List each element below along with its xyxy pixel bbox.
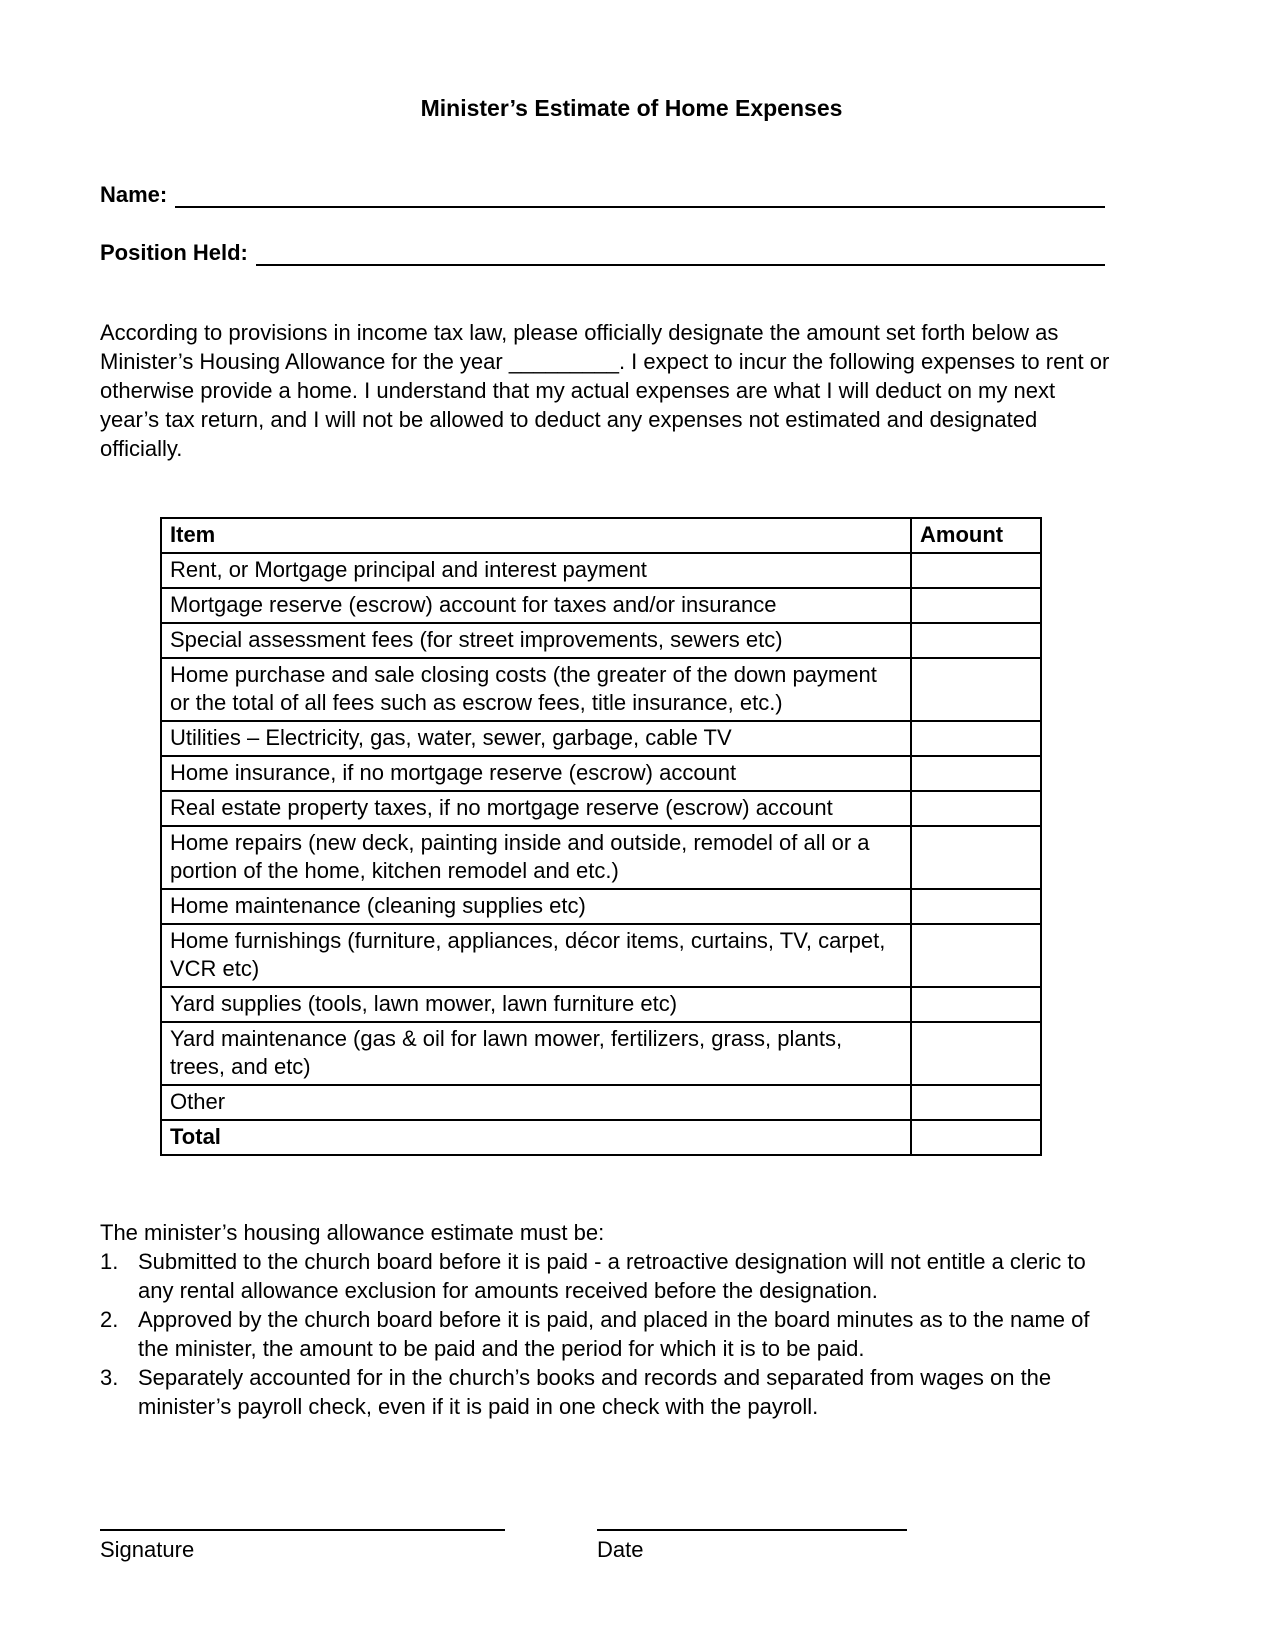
item-cell: Home purchase and sale closing costs (the greater of the down payment or the total of all fees such as escrow fees, title insurance, etc.) bbox=[161, 658, 911, 721]
table-header-row bbox=[161, 518, 1041, 553]
position-field-line bbox=[256, 242, 1105, 266]
amount-cell bbox=[911, 553, 1041, 588]
table-row-total bbox=[161, 1120, 1041, 1155]
table-row bbox=[161, 721, 1041, 756]
item-cell: Home maintenance (cleaning supplies etc) bbox=[161, 889, 911, 924]
list-item-number: 3. bbox=[100, 1365, 119, 1390]
item-cell: Total bbox=[161, 1120, 911, 1155]
amount-cell bbox=[911, 987, 1041, 1022]
list-item-text: Approved by the church board before it is paid, and placed in the board minutes as to the name of the minister, the amount to be paid and the period for which it is to be paid. bbox=[138, 1307, 1090, 1361]
table-row bbox=[161, 889, 1041, 924]
amount-cell bbox=[911, 658, 1041, 721]
item-cell: Yard supplies (tools, lawn mower, lawn furniture etc) bbox=[161, 987, 911, 1022]
list-item bbox=[100, 1363, 1110, 1421]
position-field-row bbox=[100, 240, 1105, 266]
table-row bbox=[161, 924, 1041, 987]
table-row bbox=[161, 623, 1041, 658]
amount-cell bbox=[911, 588, 1041, 623]
table-row bbox=[161, 658, 1041, 721]
date-label: Date bbox=[597, 1537, 644, 1562]
signature-column bbox=[100, 1509, 505, 1563]
signature-section bbox=[100, 1509, 1163, 1563]
signature-label: Signature bbox=[100, 1537, 195, 1562]
table-row bbox=[161, 588, 1041, 623]
requirements-heading: The minister’s housing allowance estimate must be: bbox=[100, 1220, 605, 1245]
name-field-row bbox=[100, 182, 1105, 208]
table-row bbox=[161, 826, 1041, 889]
list-item-text: Submitted to the church board before it is paid - a retroactive designation will not entitle a cleric to any rental allowance exclusion for amounts received before the designation. bbox=[138, 1249, 1086, 1303]
item-cell: Special assessment fees (for street improvements, sewers etc) bbox=[161, 623, 911, 658]
list-item-text: Separately accounted for in the church’s books and records and separated from wages on the minister’s payroll check, even if it is paid in one check with the payroll. bbox=[138, 1365, 1052, 1419]
amount-cell bbox=[911, 924, 1041, 987]
intro-paragraph: According to provisions in income tax law, please officially designate the amount set forth below as Minister’s Housing Allowance for the year _________. I expect to incur the following expenses to rent or otherwise provide a home. I understand that my actual expenses are what I will deduct on my next year’s tax return, and I will not be allowed to deduct any expenses not estimated and designated officially. bbox=[100, 320, 1110, 461]
table-header-amount: Amount bbox=[911, 518, 1041, 553]
amount-cell bbox=[911, 889, 1041, 924]
amount-cell bbox=[911, 721, 1041, 756]
name-field-line bbox=[175, 184, 1105, 208]
amount-cell bbox=[911, 826, 1041, 889]
item-cell: Mortgage reserve (escrow) account for taxes and/or insurance bbox=[161, 588, 911, 623]
list-item-number: 2. bbox=[100, 1307, 119, 1332]
list-item bbox=[100, 1247, 1110, 1305]
amount-cell bbox=[911, 1085, 1041, 1120]
table-row bbox=[161, 553, 1041, 588]
expenses-table bbox=[160, 517, 1042, 1156]
date-column bbox=[597, 1509, 907, 1563]
table-row bbox=[161, 1085, 1041, 1120]
item-cell: Home repairs (new deck, painting inside and outside, remodel of all or a portion of the home, kitchen remodel and etc.) bbox=[161, 826, 911, 889]
amount-cell bbox=[911, 756, 1041, 791]
date-line bbox=[597, 1509, 907, 1531]
item-cell: Home furnishings (furniture, appliances, décor items, curtains, TV, carpet, VCR etc) bbox=[161, 924, 911, 987]
amount-cell bbox=[911, 1120, 1041, 1155]
table-row bbox=[161, 791, 1041, 826]
table-row bbox=[161, 1022, 1041, 1085]
table-header-item: Item bbox=[161, 518, 911, 553]
signature-line bbox=[100, 1509, 505, 1531]
amount-cell bbox=[911, 791, 1041, 826]
amount-cell bbox=[911, 623, 1041, 658]
table-row bbox=[161, 987, 1041, 1022]
item-cell: Home insurance, if no mortgage reserve (escrow) account bbox=[161, 756, 911, 791]
requirements-section bbox=[100, 1218, 1110, 1421]
amount-cell bbox=[911, 1022, 1041, 1085]
item-cell: Utilities – Electricity, gas, water, sewer, garbage, cable TV bbox=[161, 721, 911, 756]
name-label: Name: bbox=[100, 182, 168, 207]
list-item bbox=[100, 1305, 1110, 1363]
item-cell: Yard maintenance (gas & oil for lawn mower, fertilizers, grass, plants, trees, and etc) bbox=[161, 1022, 911, 1085]
position-label: Position Held: bbox=[100, 240, 248, 265]
list-item-number: 1. bbox=[100, 1249, 119, 1274]
table-row bbox=[161, 756, 1041, 791]
item-cell: Rent, or Mortgage principal and interest payment bbox=[161, 553, 911, 588]
item-cell: Other bbox=[161, 1085, 911, 1120]
item-cell: Real estate property taxes, if no mortgage reserve (escrow) account bbox=[161, 791, 911, 826]
page-title: Minister’s Estimate of Home Expenses bbox=[420, 95, 843, 121]
